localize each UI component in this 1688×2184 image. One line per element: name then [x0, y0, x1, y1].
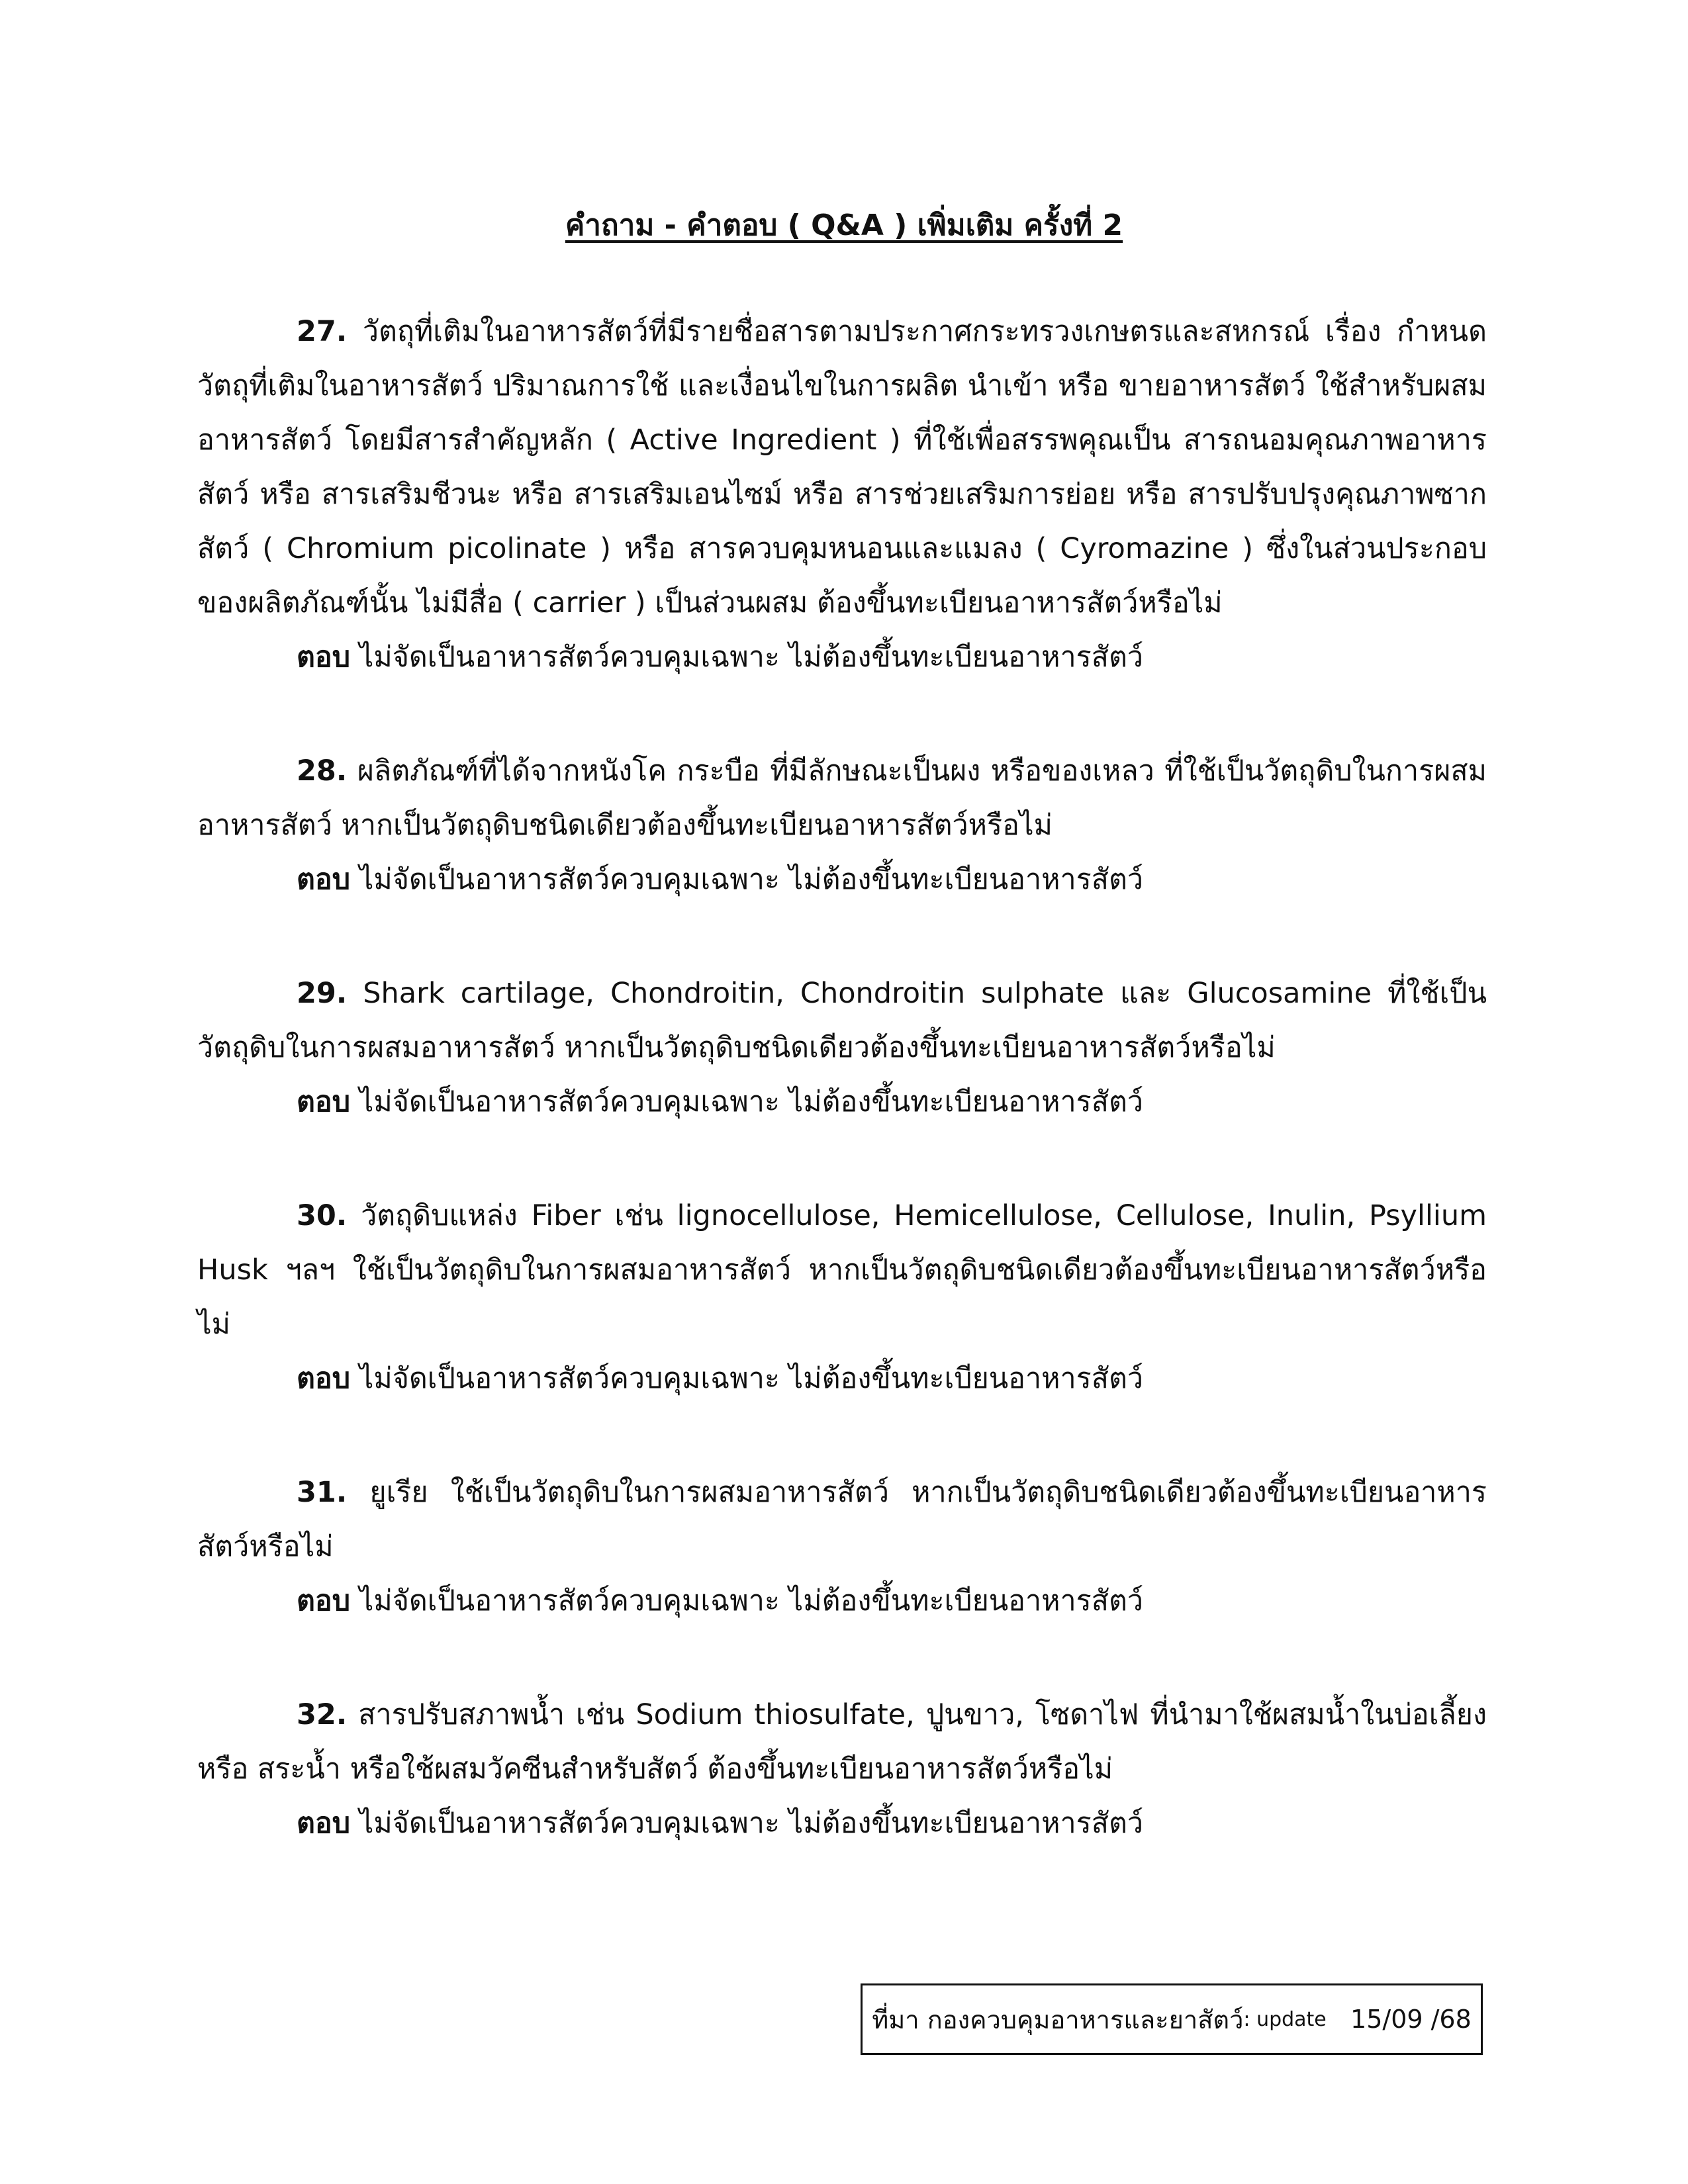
answer	[197, 1796, 1487, 1850]
question	[197, 1465, 1487, 1574]
question-number: 32.	[297, 1698, 348, 1731]
answer	[197, 1075, 1487, 1129]
answer	[197, 1574, 1487, 1628]
answer-label: ตอบ	[297, 1085, 351, 1118]
question-text: สารปรับสภาพน้ำ เช่น Sodium thiosulfate, ปูนขาว, โซดาไฟ ที่นำมาใช้ผสมน้ำในบ่อเลี้ยง หรือ สระน้ำ หรือใช้ผสมวัคซีนสำหรับสัตว์ ต้องขึ้นทะเบียนอาหารสัตว์หรือไม่	[197, 1698, 1487, 1786]
answer-label: ตอบ	[297, 641, 351, 674]
answer	[197, 852, 1487, 907]
qa-list	[197, 304, 1487, 1910]
answer-text: ไม่จัดเป็นอาหารสัตว์ควบคุมเฉพาะ ไม่ต้องขึ้นทะเบียนอาหารสัตว์	[359, 1085, 1144, 1118]
question-number: 31.	[297, 1476, 348, 1509]
answer-label: ตอบ	[297, 1584, 351, 1617]
question	[197, 1688, 1487, 1796]
answer	[197, 630, 1487, 684]
answer-text: ไม่จัดเป็นอาหารสัตว์ควบคุมเฉพาะ ไม่ต้องขึ้นทะเบียนอาหารสัตว์	[359, 1584, 1144, 1617]
answer-text: ไม่จัดเป็นอาหารสัตว์ควบคุมเฉพาะ ไม่ต้องขึ้นทะเบียนอาหารสัตว์	[359, 1362, 1144, 1395]
qa-item	[197, 1688, 1487, 1850]
source-box	[861, 1983, 1483, 2055]
source-update-label: : update	[1243, 2007, 1327, 2031]
answer-text: ไม่จัดเป็นอาหารสัตว์ควบคุมเฉพาะ ไม่ต้องขึ้นทะเบียนอาหารสัตว์	[359, 641, 1144, 674]
answer-label: ตอบ	[297, 1807, 351, 1840]
answer-label: ตอบ	[297, 1362, 351, 1395]
qa-item	[197, 966, 1487, 1129]
question-text: ยูเรีย ใช้เป็นวัตถุดิบในการผสมอาหารสัตว์ หากเป็นวัตถุดิบชนิดเดียวต้องขึ้นทะเบียนอาหารสัตว์หรือไม่	[197, 1476, 1487, 1563]
question-text: วัตถุที่เติมในอาหารสัตว์ที่มีรายชื่อสารตามประกาศกระทรวงเกษตรและสหกรณ์ เรื่อง กำหนดวัตถุที่เติมในอาหารสัตว์ ปริมาณการใช้ และเงื่อนไขในการผลิต นำเข้า หรือ ขายอาหารสัตว์ ใช้สำหรับผสมอาหารสัตว์ โดยมีสารสำคัญหลัก ( Active Ingredient ) ที่ใช้เพื่อสรรพคุณเป็น สารถนอมคุณภาพอาหารสัตว์ หรือ สารเสริมชีวนะ หรือ สารเสริมเอนไซม์ หรือ สารช่วยเสริมการย่อย หรือ สารปรับปรุงคุณภาพซากสัตว์ ( Chromium picolinate ) หรือ สารควบคุมหนอนและแมลง ( Cyromazine ) ซึ่งในส่วนประกอบของผลิตภัณฑ์นั้น ไม่มีสื่อ ( carrier ) เป็นส่วนผสม ต้องขึ้นทะเบียนอาหารสัตว์หรือไม่	[197, 315, 1487, 619]
qa-item	[197, 744, 1487, 907]
question	[197, 1189, 1487, 1351]
qa-item	[197, 1189, 1487, 1406]
source-date: 15/09 /68	[1350, 2005, 1472, 2034]
answer-label: ตอบ	[297, 863, 351, 896]
question-text: วัตถุดิบแหล่ง Fiber เช่น lignocellulose, Hemicellulose, Cellulose, Inulin, Psyllium Husk ฯลฯ ใช้เป็นวัตถุดิบในการผสมอาหารสัตว์ หากเป็นวัตถุดิบชนิดเดียวต้องขึ้นทะเบียนอาหารสัตว์หรือไม่	[197, 1199, 1487, 1341]
question-text: ผลิตภัณฑ์ที่ได้จากหนังโค กระบือ ที่มีลักษณะเป็นผง หรือของเหลว ที่ใช้เป็นวัตถุดิบในการผสมอาหารสัตว์ หากเป็นวัตถุดิบชนิดเดียวต้องขึ้นทะเบียนอาหารสัตว์หรือไม่	[197, 754, 1487, 842]
question-number: 27.	[297, 315, 348, 348]
question	[197, 966, 1487, 1075]
question	[197, 304, 1487, 630]
source-label: ที่มา กองควบคุมอาหารและยาสัตว์	[872, 2005, 1244, 2034]
question-number: 29.	[297, 977, 348, 1010]
question-text: Shark cartilage, Chondroitin, Chondroitin sulphate และ Glucosamine ที่ใช้เป็นวัตถุดิบในการผสมอาหารสัตว์ หากเป็นวัตถุดิบชนิดเดียวต้องขึ้นทะเบียนอาหารสัตว์หรือไม่	[197, 977, 1487, 1064]
qa-item	[197, 1465, 1487, 1628]
answer-text: ไม่จัดเป็นอาหารสัตว์ควบคุมเฉพาะ ไม่ต้องขึ้นทะเบียนอาหารสัตว์	[359, 1807, 1144, 1840]
qa-item	[197, 304, 1487, 684]
answer-text: ไม่จัดเป็นอาหารสัตว์ควบคุมเฉพาะ ไม่ต้องขึ้นทะเบียนอาหารสัตว์	[359, 863, 1144, 896]
page-title: คำถาม - คำตอบ ( Q&A ) เพิ่มเติม ครั้งที่ 2	[565, 208, 1123, 242]
question	[197, 744, 1487, 852]
question-number: 28.	[297, 754, 348, 788]
question-number: 30.	[297, 1199, 348, 1232]
answer	[197, 1351, 1487, 1406]
